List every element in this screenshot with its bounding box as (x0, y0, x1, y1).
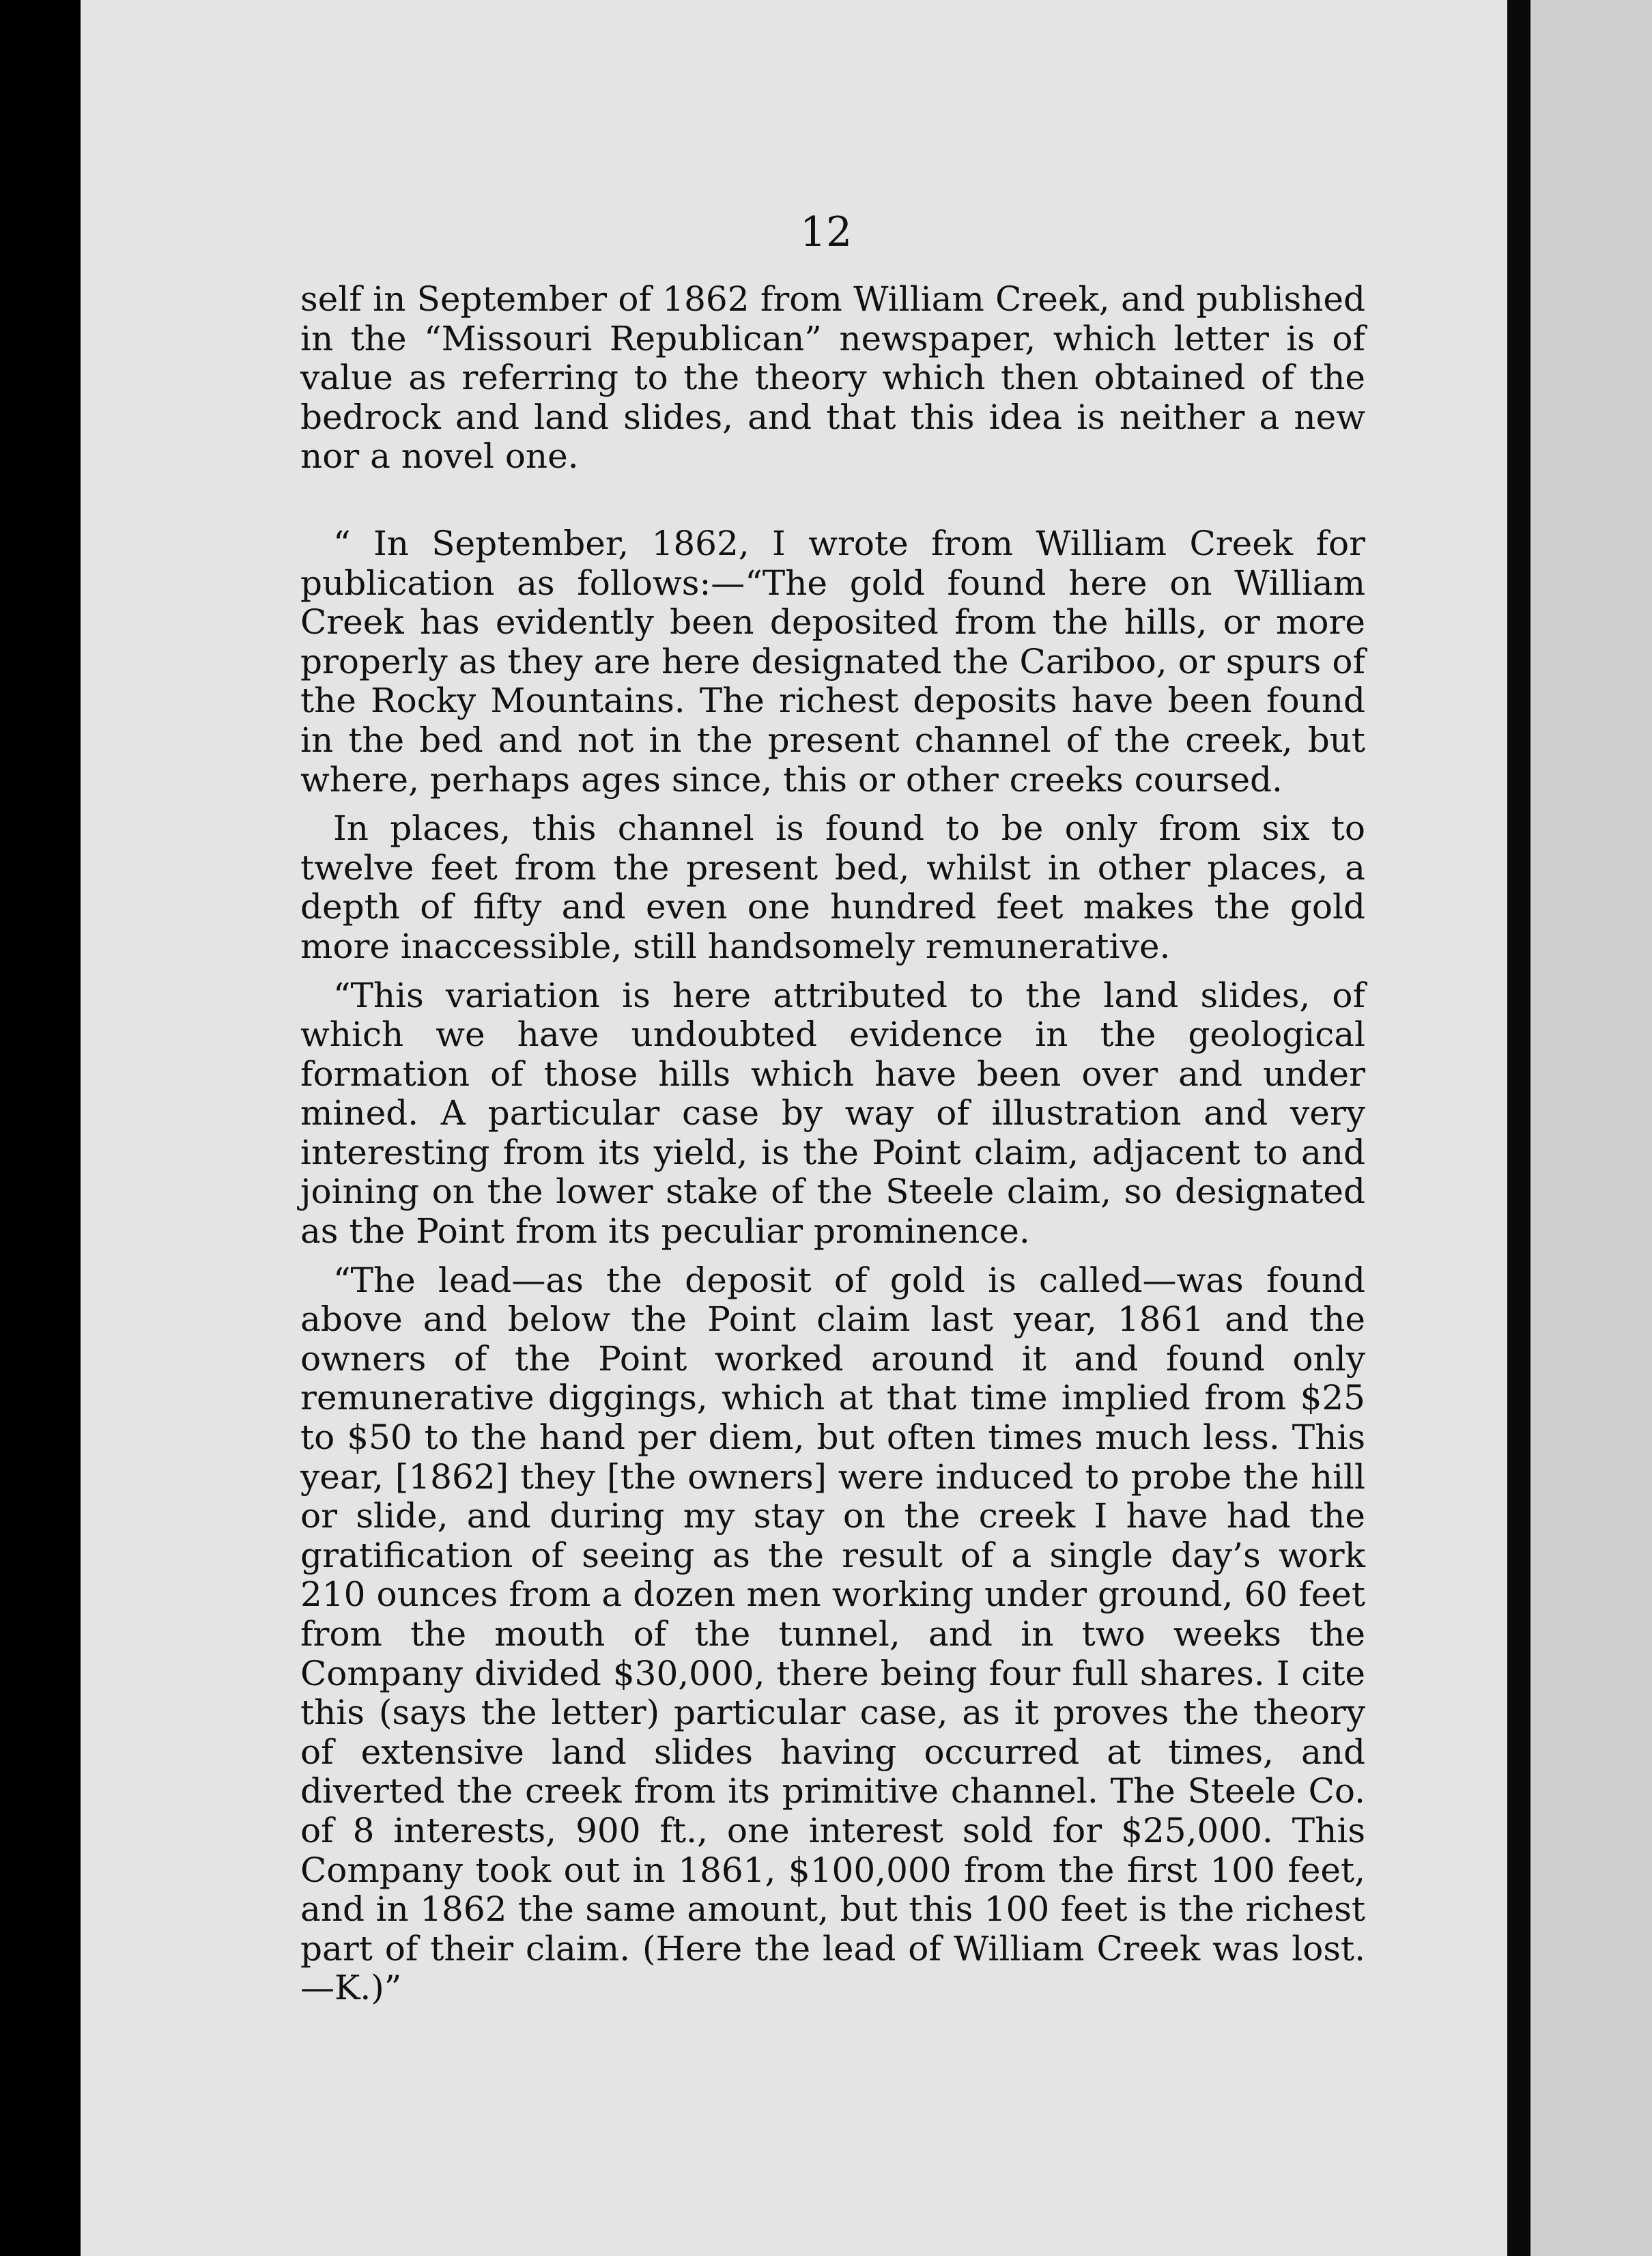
adjacent-page-edge (1530, 0, 1652, 2256)
paragraph-variation: “This variation is here attributed to the land slides, of which we have undoubted evidence in the geological formation of those hills which have been over and under mined. A particular case by way of illustration and very interesting from its yield, is the Point claim, adjacent to and joining on the lower stake of the Steele claim, so designated as the Point from its peculiar prominence. (300, 975, 1365, 1252)
page-gutter-shadow (1507, 0, 1530, 2256)
paragraph-lead: “The lead—as the deposit of gold is called—was found above and below the Point claim last year, 1861 and the owners of the Point worked around it and found only remunerative diggings, which at that time implied from $25 to $50 to the hand per diem, but often times much less. This year, [1862] they [the owners] were induced to probe the hill or slide, and during my stay on the creek I have had the gratification of seeing as the result of a single day’s work 210 ounces from a dozen men working under ground, 60 feet from the mouth of the tunnel, and in two weeks the Company divided $30,000, there being four full shares. I cite this (says the letter) particular case, as it proves the theory of extensive land slides having occurred at times, and diverted the creek from its primitive channel. The Steele Co. of 8 interests, 900 ft., one interest sold for $25,000. This Company took out in 1861, $100,000 from the first 100 feet, and in 1862 the same amount, but this 100 feet is the richest part of their claim. (Here the lead of William Creek was lost.—K.)” (300, 1260, 1365, 2008)
paragraph-quote-opening: “ In September, 1862, I wrote from William Creek for publication as follows:—“The gold found here on William Creek has evidently been deposited from the hills, or more properly as they are here designated the Cariboo, or spurs of the Rocky Mountains. The richest deposits have been found in the bed and not in the present channel of the creek, but where, perhaps ages since, this or other creeks coursed. (300, 523, 1365, 800)
page-number: 12 (799, 208, 853, 256)
paragraph-intro: self in September of 1862 from William Creek, and published in the “Missouri Republican” newspaper, which letter is of value as referring to the theory which then obtained of the bedrock and land slides, and that this idea is neither a new nor a novel one. (300, 279, 1365, 477)
body-text (300, 280, 1365, 2018)
paragraph-channel: In places, this channel is found to be only from six to twelve feet from the present bed, whilst in other places, a depth of fifty and even one hundred feet makes the gold more inaccessible, still handsomely remunerative. (300, 808, 1365, 966)
